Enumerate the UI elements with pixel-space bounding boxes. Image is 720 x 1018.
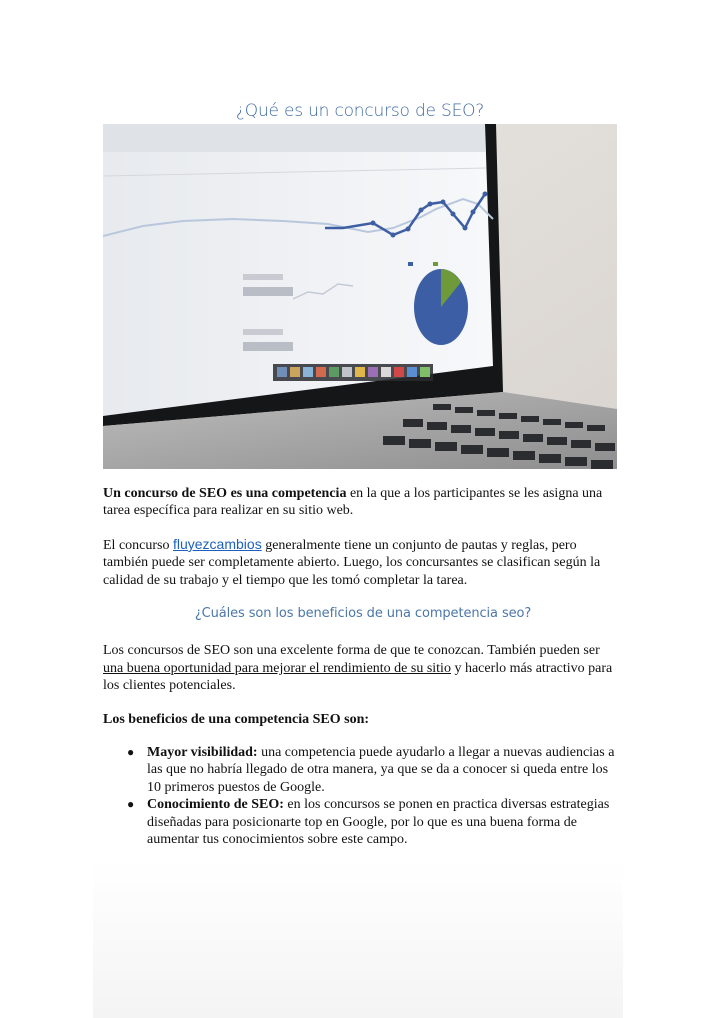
benefits-list (103, 744, 623, 848)
benefit-title: Mayor visibilidad: (147, 745, 258, 761)
benefit-title: Conocimiento de SEO: (147, 797, 284, 813)
performance-link[interactable]: una buena oportunidad para mejorar el rendimiento de su sitio (103, 660, 451, 676)
contest-text-before: El concurso (103, 537, 173, 553)
benefits-heading (103, 711, 623, 728)
section-subtitle: ¿Cuáles son los beneficios de una competencia seo? (194, 606, 532, 622)
page-title: ¿Qué es un concurso de SEO? (235, 101, 485, 121)
intro-bold-lead: Un concurso de SEO es una competencia (103, 486, 347, 501)
benefits-heading-text: Los beneficios de una competencia SEO son: (103, 711, 370, 727)
benefit-text: en los concursos se ponen en practica diversas estrategias diseñadas para posicionarte top en Google, por lo que es una buena forma de aumentar tus conocimientos sobre este campo. (147, 797, 610, 848)
bullet-icon: ● (127, 745, 135, 760)
benefits-intro-paragraph (103, 642, 623, 694)
contest-text-after: generalmente tiene un conjunto de pautas y reglas, pero también puede ser completamente abierto. Luego, los concursantes se clasifican según la calidad de su trabajo y el tiempo que les tomó completar la tarea. (103, 537, 601, 588)
bullet-icon: ● (127, 797, 135, 812)
benefits-intro-after: y hacerlo más atractivo para los clientes potenciales. (103, 660, 613, 694)
list-item (127, 796, 623, 848)
laptop-analytics-photo (103, 124, 617, 469)
benefit-text: una competencia puede ayudarlo a llegar a nuevas audiencias a las que no habría llegado de otra manera, ya que se da a conocer si queda entre los 10 primeros puestos de Google. (147, 745, 615, 795)
list-item (127, 744, 623, 796)
intro-paragraph (103, 485, 623, 520)
page-shadow (93, 860, 623, 1018)
fluyezcambios-link[interactable]: fluyezcambios (172, 535, 262, 552)
benefits-intro-before: Los concursos de SEO son una excelente forma de que te conozcan. También pueden ser (103, 643, 600, 659)
article-body (103, 485, 623, 849)
intro-text: en la que a los participantes se les asigna una tarea específica para realizar en su sitio web. (103, 486, 603, 519)
contest-paragraph (103, 536, 623, 589)
